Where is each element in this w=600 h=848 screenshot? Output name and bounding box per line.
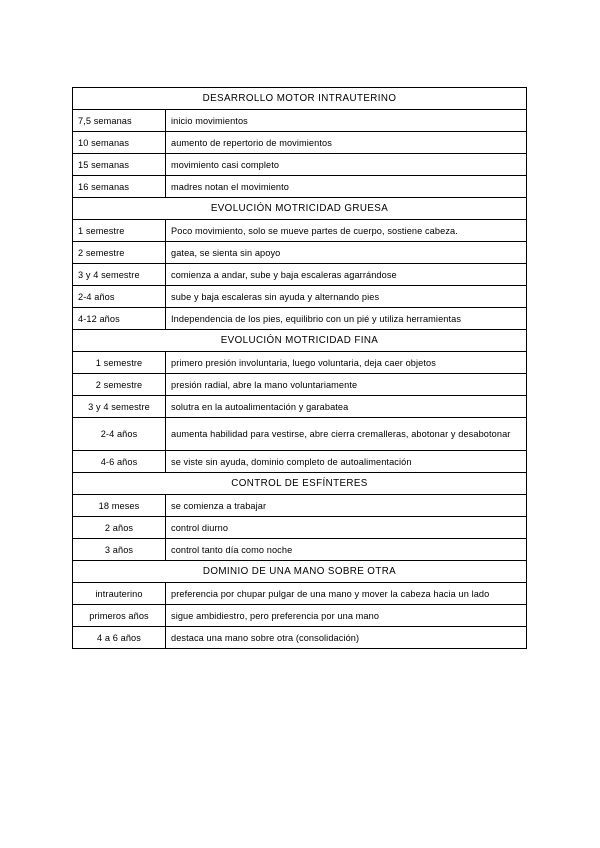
table-row	[73, 242, 527, 264]
age-cell: primeros años	[73, 605, 166, 627]
table-row	[73, 396, 527, 418]
description-cell: movimiento casi completo	[166, 154, 527, 176]
table-row	[73, 286, 527, 308]
section-title-sphincter-control: CONTROL DE ESFÍNTERES	[73, 473, 527, 495]
table-row	[73, 418, 527, 451]
age-cell: 1 semestre	[73, 352, 166, 374]
description-cell: control tanto día como noche	[166, 539, 527, 561]
section-header	[73, 330, 527, 352]
description-cell: madres notan el movimiento	[166, 176, 527, 198]
description-cell: aumenta habilidad para vestirse, abre cierra cremalleras, abotonar y desabotonar	[166, 418, 527, 451]
section-header	[73, 561, 527, 583]
description-cell: control diurno	[166, 517, 527, 539]
description-cell: aumento de repertorio de movimientos	[166, 132, 527, 154]
description-cell: presión radial, abre la mano voluntariamente	[166, 374, 527, 396]
table-row	[73, 374, 527, 396]
description-cell: destaca una mano sobre otra (consolidación)	[166, 627, 527, 649]
description-cell: preferencia por chupar pulgar de una mano y mover la cabeza hacia un lado	[166, 583, 527, 605]
development-table	[72, 87, 527, 649]
age-cell: 3 y 4 semestre	[73, 264, 166, 286]
age-cell: 4-6 años	[73, 451, 166, 473]
age-cell: 7,5 semanas	[73, 110, 166, 132]
section-title-gross-motor: EVOLUCIÓN MOTRICIDAD GRUESA	[73, 198, 527, 220]
age-cell: 2 semestre	[73, 374, 166, 396]
table-row	[73, 627, 527, 649]
age-cell: 2 años	[73, 517, 166, 539]
age-cell: 2-4 años	[73, 286, 166, 308]
table-row	[73, 308, 527, 330]
age-cell: intrauterino	[73, 583, 166, 605]
description-cell: sube y baja escaleras sin ayuda y alternando pies	[166, 286, 527, 308]
description-cell: Independencia de los pies, equilibrio con un pié y utiliza herramientas	[166, 308, 527, 330]
description-cell: comienza a andar, sube y baja escaleras agarrándose	[166, 264, 527, 286]
section-header	[73, 88, 527, 110]
table-row	[73, 495, 527, 517]
description-cell: gatea, se sienta sin apoyo	[166, 242, 527, 264]
section-header	[73, 198, 527, 220]
age-cell: 10 semanas	[73, 132, 166, 154]
section-title-intrauterine: DESARROLLO MOTOR INTRAUTERINO	[73, 88, 527, 110]
table-row	[73, 583, 527, 605]
description-cell: inicio movimientos	[166, 110, 527, 132]
section-title-fine-motor: EVOLUCIÓN MOTRICIDAD FINA	[73, 330, 527, 352]
table-row	[73, 132, 527, 154]
description-cell: Poco movimiento, solo se mueve partes de cuerpo, sostiene cabeza.	[166, 220, 527, 242]
table-row	[73, 176, 527, 198]
table-row	[73, 605, 527, 627]
description-cell: se viste sin ayuda, dominio completo de autoalimentación	[166, 451, 527, 473]
age-cell: 3 y 4 semestre	[73, 396, 166, 418]
description-cell: primero presión involuntaria, luego voluntaria, deja caer objetos	[166, 352, 527, 374]
description-cell: sigue ambidiestro, pero preferencia por una mano	[166, 605, 527, 627]
table-row	[73, 220, 527, 242]
age-cell: 15 semanas	[73, 154, 166, 176]
table-row	[73, 154, 527, 176]
section-header	[73, 473, 527, 495]
age-cell: 18 meses	[73, 495, 166, 517]
description-cell: se comienza a trabajar	[166, 495, 527, 517]
table-row	[73, 352, 527, 374]
section-title-hand-dominance: DOMINIO DE UNA MANO SOBRE OTRA	[73, 561, 527, 583]
table-row	[73, 451, 527, 473]
table-row	[73, 517, 527, 539]
table-row	[73, 539, 527, 561]
table-row	[73, 264, 527, 286]
age-cell: 1 semestre	[73, 220, 166, 242]
description-cell: solutra en la autoalimentación y garabatea	[166, 396, 527, 418]
age-cell: 16 semanas	[73, 176, 166, 198]
age-cell: 4-12 años	[73, 308, 166, 330]
age-cell: 2-4 años	[73, 418, 166, 451]
age-cell: 3 años	[73, 539, 166, 561]
age-cell: 4 a 6 años	[73, 627, 166, 649]
age-cell: 2 semestre	[73, 242, 166, 264]
table-row	[73, 110, 527, 132]
